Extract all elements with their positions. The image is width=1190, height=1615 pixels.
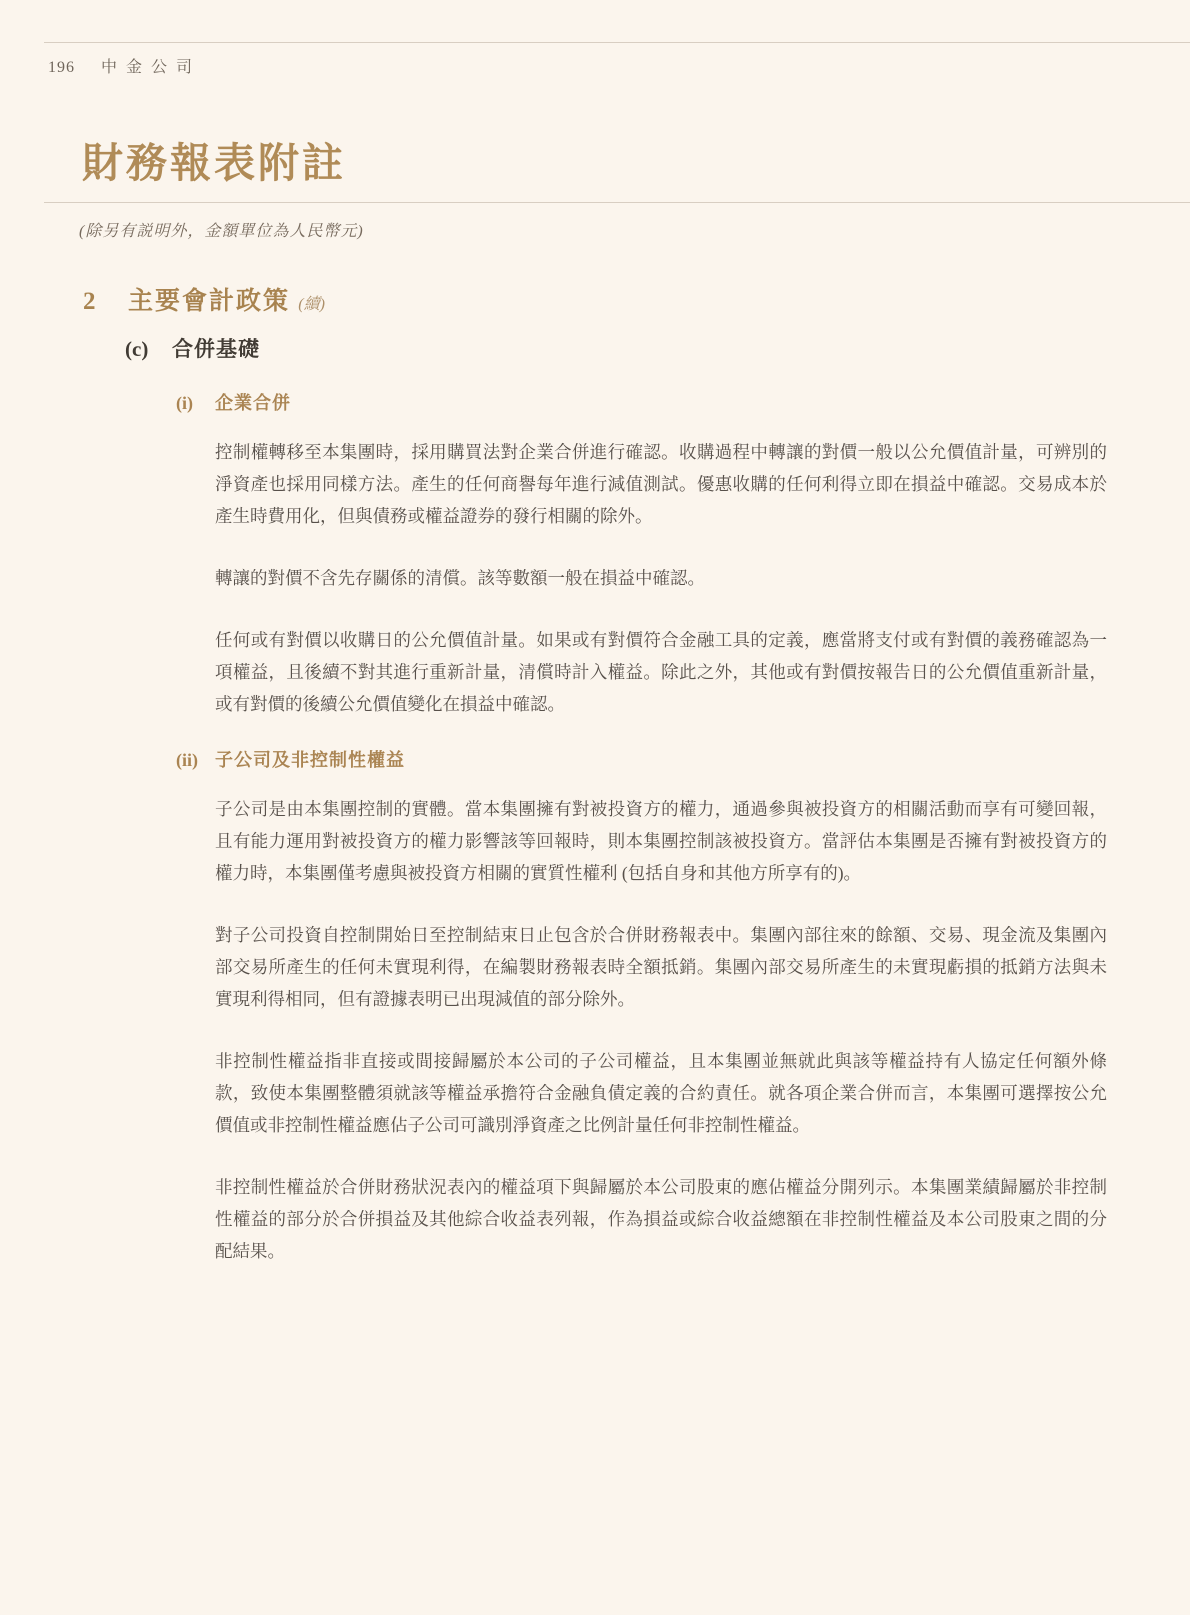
- page-header: [48, 54, 1190, 77]
- paragraph: 控制權轉移至本集團時，採用購買法對企業合併進行確認。收購過程中轉讓的對價一般以公允價值計量，可辨別的淨資產也採用同樣方法。產生的任何商譽每年進行減值測試。優惠收購的任何利得立即在損益中確認。交易成本於產生時費用化，但與債務或權益證券的發行相關的除外。: [215, 442, 1107, 527]
- subsection-c-heading: 合併基礎: [172, 337, 260, 362]
- company-name: 中金公司: [101, 59, 202, 76]
- item-i-label: (i): [176, 393, 193, 414]
- section-number: 2: [83, 288, 96, 316]
- item-ii-heading-row: [176, 746, 1107, 772]
- paragraph: 非控制性權益指非直接或間接歸屬於本公司的子公司權益，且本集團並無就此與該等權益持有人協定任何額外條款，致使本集團整體須就該等權益承擔符合金融負債定義的合約責任。就各項企業合併而言，本集團可選擇按公允價值或非控制性權益應佔子公司可識別淨資產之比例計量任何非控制性權益。: [215, 1051, 1107, 1136]
- document-title: 財務報表附註: [82, 140, 346, 186]
- item-i-business-combination: [176, 389, 1107, 720]
- page-number: 196: [48, 59, 75, 76]
- paragraph: 子公司是由本集團控制的實體。當本集團擁有對被投資方的權力，通過參與被投資方的相關活動而享有可變回報，且有能力運用對被投資方的權力影響該等回報時，則本集團控制該被投資方。當評估本集團是否擁有對被投資方的權力時，本集團僅考慮與被投資方相關的實質性權利 (包括自身和其他方所享有的)。: [215, 799, 1107, 884]
- currency-unit-note: (除另有説明外，金額單位為人民幣元): [79, 223, 364, 241]
- subsection-c-heading-row: [125, 333, 1190, 363]
- section-heading: 主要會計政策: [128, 288, 291, 316]
- title-rule: [44, 202, 1190, 203]
- item-ii-subsidiaries-nci: [176, 746, 1107, 1267]
- item-i-heading-row: [176, 389, 1107, 415]
- item-ii-label: (ii): [176, 750, 198, 771]
- item-i-heading: 企業合併: [215, 393, 291, 414]
- section-heading-row: [83, 281, 1190, 317]
- section-2: [0, 281, 1190, 1267]
- paragraph: 對子公司投資自控制開始日至控制結束日止包含於合併財務報表中。集團內部往來的餘額、交易、現金流及集團內部交易所產生的任何未實現利得，在編製財務報表時全額抵銷。集團內部交易所產生的未實現虧損的抵銷方法與未實現利得相同，但有證據表明已出現減值的部分除外。: [215, 925, 1107, 1010]
- subsection-c: [0, 333, 1190, 1267]
- paragraph: 非控制性權益於合併財務狀況表內的權益項下與歸屬於本公司股東的應佔權益分開列示。本集團業績歸屬於非控制性權益的部分於合併損益及其他綜合收益表列報，作為損益或綜合收益總額在非控制性權益及本公司股東之間的分配結果。: [215, 1177, 1107, 1262]
- subsection-c-label: (c): [125, 337, 149, 362]
- item-ii-heading: 子公司及非控制性權益: [215, 750, 405, 771]
- paragraph: 任何或有對價以收購日的公允價值計量。如果或有對價符合金融工具的定義，應當將支付或有對價的義務確認為一項權益，且後續不對其進行重新計量，清償時計入權益。除此之外，其他或有對價按報告日的公允價值重新計量，或有對價的後續公允價值變化在損益中確認。: [215, 630, 1107, 715]
- header-rule: [44, 42, 1190, 43]
- paragraph: 轉讓的對價不含先存關係的清償。該等數額一般在損益中確認。: [215, 568, 705, 589]
- section-continued-marker: (續): [298, 296, 325, 314]
